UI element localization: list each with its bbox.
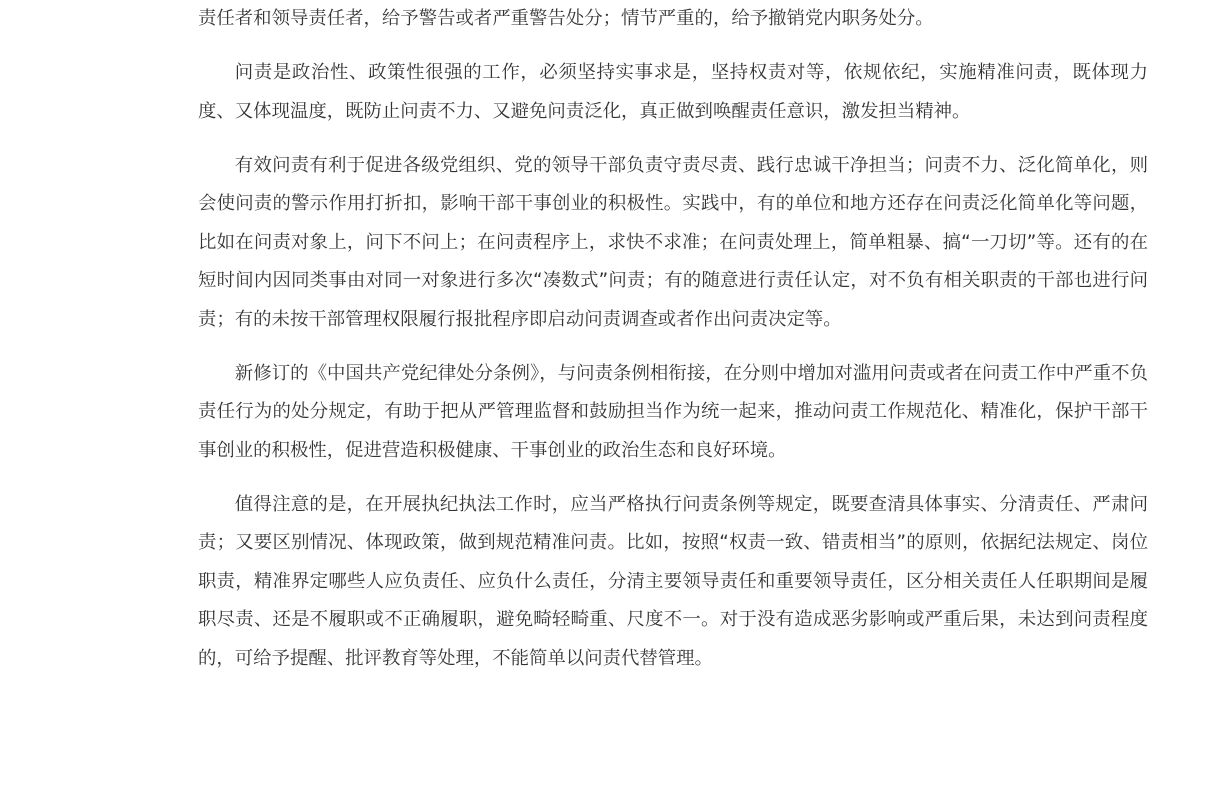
paragraph-noteworthy: 值得注意的是，在开展执纪执法工作时，应当严格执行问责条例等规定，既要查清具体事实、分清责任、严肃问责；又要区别情况、体现政策，做到规范精准问责。比如，按照“权责一致、错责相当”的原则，依据纪法规定、岗位职责，精准界定哪些人应负责任、应负什么责任，分清主要领导责任和重要领导责任，区分相关责任人任职期间是履职尽责、还是不履职或不正确履职，避免畸轻畸重、尺度不一。对于没有造成恶劣影响或严重后果，未达到问责程度的，可给予提醒、批评教育等处理，不能简单以问责代替管理。 xyxy=(198,493,1148,669)
paragraph-accountability-nature: 问责是政治性、政策性很强的工作，必须坚持实事求是，坚持权责对等，依规依纪，实施精准问责，既体现力度、又体现温度，既防止问责不力、又避免问责泛化，真正做到唤醒责任意识，激发担当精神。 xyxy=(198,62,1148,122)
paragraph-revised-regulations: 新修订的《中国共产党纪律处分条例》，与问责条例相衔接，在分则中增加对滥用问责或者在问责工作中严重不负责任行为的处分规定，有助于把从严管理监督和鼓励担当作为统一起来，推动问责工作规范化、精准化，保护干部干事创业的积极性，促进营造积极健康、干事创业的政治生态和良好环境。 xyxy=(198,362,1148,461)
paragraph-effective-accountability: 有效问责有利于促进各级党组织、党的领导干部负责守责尽责、践行忠诚干净担当；问责不力、泛化简单化，则会使问责的警示作用打折扣，影响干部干事创业的积极性。实践中，有的单位和地方还存在问责泛化简单化等问题，比如在问责对象上，问下不问上；在问责程序上，求快不求准；在问责处理上，简单粗暴、搞“一刀切”等。还有的在短时间内因同类事由对同一对象进行多次“凑数式”问责；有的随意进行责任认定，对不负有相关职责的干部也进行问责；有的未按干部管理权限履行报批程序即启动问责调查或者作出问责决定等。 xyxy=(198,154,1148,330)
article-body xyxy=(198,0,1148,678)
paragraph-continued: 责任者和领导责任者，给予警告或者严重警告处分；情节严重的，给予撤销党内职务处分。 xyxy=(198,8,934,29)
